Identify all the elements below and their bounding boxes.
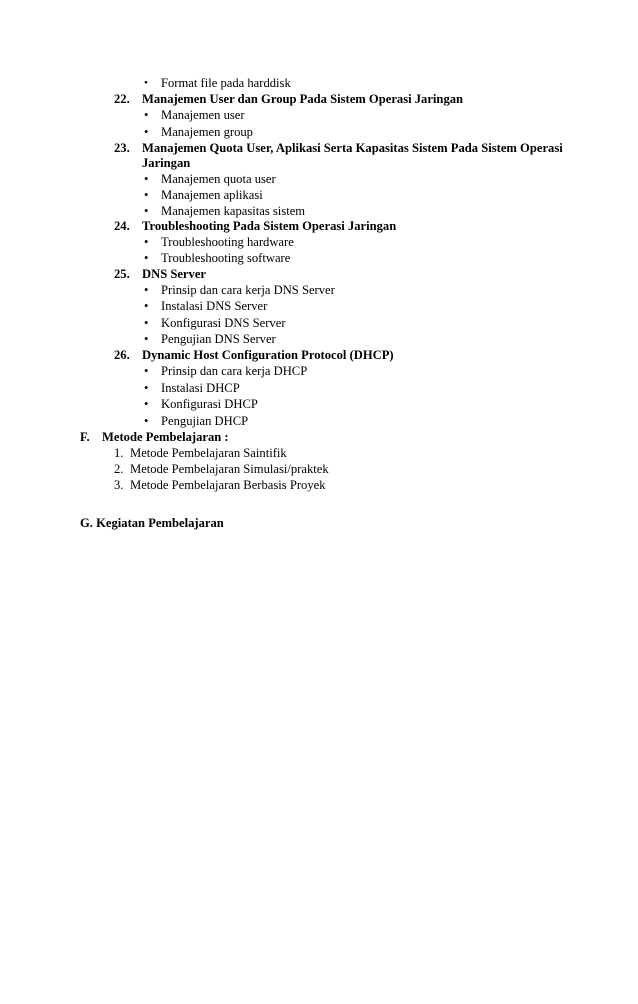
list-item-text: Troubleshooting hardware [161,235,294,249]
bullet-icon: • [144,251,149,265]
list-item-text: Pengujian DHCP [161,414,249,428]
list-item-text: Metode Pembelajaran Berbasis Proyek [130,478,326,492]
bullet-icon: • [144,172,149,186]
topic-number: 26. [114,348,130,362]
list-item-text: Prinsip dan cara kerja DNS Server [161,283,335,297]
list-item-text: Konfigurasi DHCP [161,397,258,411]
topic-title: Troubleshooting Pada Sistem Operasi Jaringan [142,219,397,233]
topic-number: 23. [114,141,130,155]
bullet-icon: • [144,397,149,411]
list-item-text: Manajemen quota user [161,172,276,186]
bullet-icon: • [144,77,148,89]
topic-title: Manajemen User dan Group Pada Sistem Operasi Jaringan [142,92,464,106]
list-item-text: Instalasi DHCP [161,381,240,395]
topic-number: 24. [114,219,130,233]
list-item-text: Manajemen kapasitas sistem [161,204,306,218]
bullet-icon: • [144,283,149,297]
topic-number: 22. [114,92,130,106]
list-item-text: Konfigurasi DNS Server [161,316,286,330]
list-item-text: Troubleshooting software [161,251,291,265]
bullet-icon: • [144,299,149,313]
bullet-icon: • [144,108,149,122]
topic-title: Dynamic Host Configuration Protocol (DHCP) [142,348,394,362]
bullet-icon: • [144,332,149,346]
section-title: G. Kegiatan Pembelajaran [80,516,224,530]
bullet-icon: • [144,364,149,378]
list-item-text: Manajemen aplikasi [161,188,263,202]
list-number: 1. [114,446,124,460]
list-item-text: Format file pada harddisk [161,76,291,90]
bullet-icon: • [144,381,149,395]
topic-title: DNS Server [142,267,207,281]
topic-number: 25. [114,267,130,281]
section-letter: F. [80,430,90,444]
bullet-icon: • [144,188,149,202]
bullet-icon: • [144,414,149,428]
list-number: 3. [114,478,124,492]
list-item-text: Metode Pembelajaran Simulasi/praktek [130,462,329,476]
bullet-icon: • [144,235,149,249]
bullet-icon: • [144,204,149,218]
list-item-text: Manajemen group [161,125,253,139]
list-item-text: Pengujian DNS Server [161,332,276,346]
list-item-text: Metode Pembelajaran Saintifik [130,446,287,460]
list-item-text: Manajemen user [161,108,245,122]
bullet-icon: • [144,125,149,139]
bullet-icon: • [144,316,149,330]
list-number: 2. [114,462,124,476]
section-title: Metode Pembelajaran : [102,430,229,444]
list-item-text: Instalasi DNS Server [161,299,268,313]
topic-title-line2: Jaringan [142,156,191,170]
list-item-text: Prinsip dan cara kerja DHCP [161,364,308,378]
topic-title: Manajemen Quota User, Aplikasi Serta Kapasitas Sistem Pada Sistem Operasi [142,141,563,155]
